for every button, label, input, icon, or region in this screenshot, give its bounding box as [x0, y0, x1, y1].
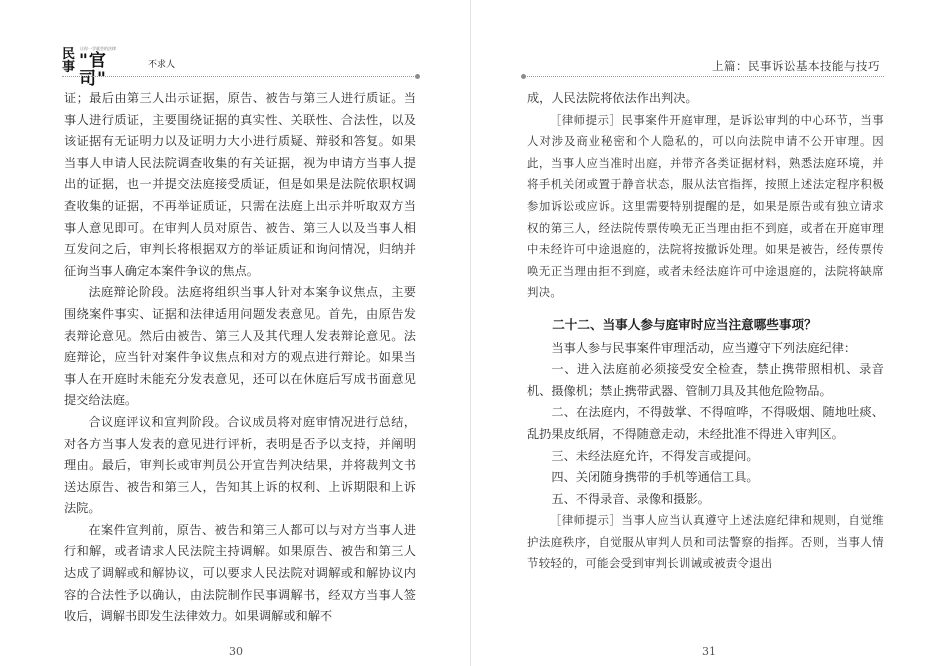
body-paragraph: 合议庭评议和宣判阶段。合议成员将对庭审情况进行总结，对各方当事人发表的意见进行评析，表明是否予以支持，并阐明理由。最后，审判长或审判员公开宣告判决结果，并将裁判文书送达原告、被告和第三人，告知其上诉的权利、上诉期限和上诉法院。	[64, 414, 416, 516]
lawyer-tip-paragraph: ［律师提示］当事人应当认真遵守上述法庭纪律和规则，自觉维护法庭秩序，自觉服从审判人员和司法警察的指挥。否则，当事人情节较轻的，可能会受到审判长训诫或被责令退出	[527, 513, 884, 571]
logo-min-shi: 民事	[62, 47, 76, 75]
body-paragraph: 在案件宣判前，原告、被告和第三人都可以与对方当事人进行和解，或者请求人民法院主持调解。如果原告、被告和第三人达成了调解或和解协议，可以要求人民法院对调解或和解协议内容的合法性予以确认，由法院制作民事调解书，经双方当事人签收后，调解书即发生法律效力。如果调解或和解不	[64, 522, 416, 624]
body-paragraph: 证；最后由第三人出示证据，原告、被告与第三人进行质证。当事人进行质证，主要围绕证据的真实性、关联性、合法性，以及该证据有无证明力以及证明力大小进行质疑、辩驳和答复。如果当事人申请人民法院调查收集的有关证据，视为申请方当事人提出的证据，也一并提交法庭接受质证，但是如果是法院依职权调查收集的证据，不再举证质证，只需在法庭上出示并听取双方当事人意见即可。在审判人员对原告、被告、第三人以及当事人相互发问之后，审判长将根据双方的举证质证和询问情况，归纳并征询当事人确定本案件争议的焦点。	[64, 91, 416, 278]
rule-item: 五、不得录音、录像和摄影。	[551, 491, 710, 506]
logo-buqiuren: 不求人	[148, 60, 176, 70]
body-paragraph: 当事人参与民事案件审理活动，应当遵守下列法庭纪律：	[551, 340, 857, 355]
right-page	[471, 0, 942, 666]
header-rule	[62, 76, 416, 77]
page-number: 31	[702, 645, 716, 658]
section-title: 二十二、当事人参与庭审时应当注意哪些事项？	[552, 316, 817, 332]
logo-guansi: "官司"	[79, 51, 107, 89]
logo-tagline: 让你一学就会的法律	[80, 46, 116, 51]
page-number: 30	[229, 645, 243, 658]
header-rule	[525, 76, 884, 77]
rule-item: 一、进入法庭前必须接受安全检查，禁止携带照相机、录音机、摄像机；禁止携带武器、管制刀具及其他危险物品。	[527, 362, 884, 398]
body-paragraph: 成，人民法院将依法作出判决。	[527, 91, 698, 105]
left-page-body	[64, 88, 416, 628]
lawyer-tip-paragraph: ［律师提示］民事案件开庭审理，是诉讼审判的中心环节，当事人对涉及商业秘密和个人隐私的，可以向法院申请不公开审理。因此，当事人应当准时出庭，并带齐各类证据材料，熟悉法庭环境，并将手机关闭或置于静音状态，服从法官指挥，按照上述法定程序积极参加诉讼或应诉。这里需要特别提醒的是，如果是原告或有独立请求权的第三人，经法院传票传唤无正当理由拒不到庭，或者在开庭审理中未经许可中途退庭的，法院将按撤诉处理。如果是被告，经传票传唤无正当理由拒不到庭，或者未经法庭许可中途退庭的，法院将缺席判决。	[527, 112, 884, 300]
rule-item: 四、关闭随身携带的手机等通信工具。	[551, 470, 759, 485]
body-paragraph: 法庭辩论阶段。法庭将组织当事人针对本案争议焦点，主要围绕案件事实、证据和法律适用问题发表意见。首先，由原告发表辩论意见。然后由被告、第三人及其代理人发表辩论意见。法庭辩论，应当针对案件争议焦点和对方的观点进行辩论。如果当事人在开庭时未能充分发表意见，还可以在休庭后写成书面意见提交给法庭。	[64, 285, 416, 408]
rule-item: 二、在法庭内，不得鼓掌、不得喧哗，不得吸烟、随地吐痰、乱扔果皮纸屑，不得随意走动，未经批准不得进入审判区。	[527, 405, 884, 441]
rule-item: 三、未经法庭允许，不得发言或提问。	[551, 448, 759, 463]
right-page-body	[527, 88, 884, 575]
running-head: 上篇：民事诉讼基本技能与技巧	[712, 59, 880, 73]
